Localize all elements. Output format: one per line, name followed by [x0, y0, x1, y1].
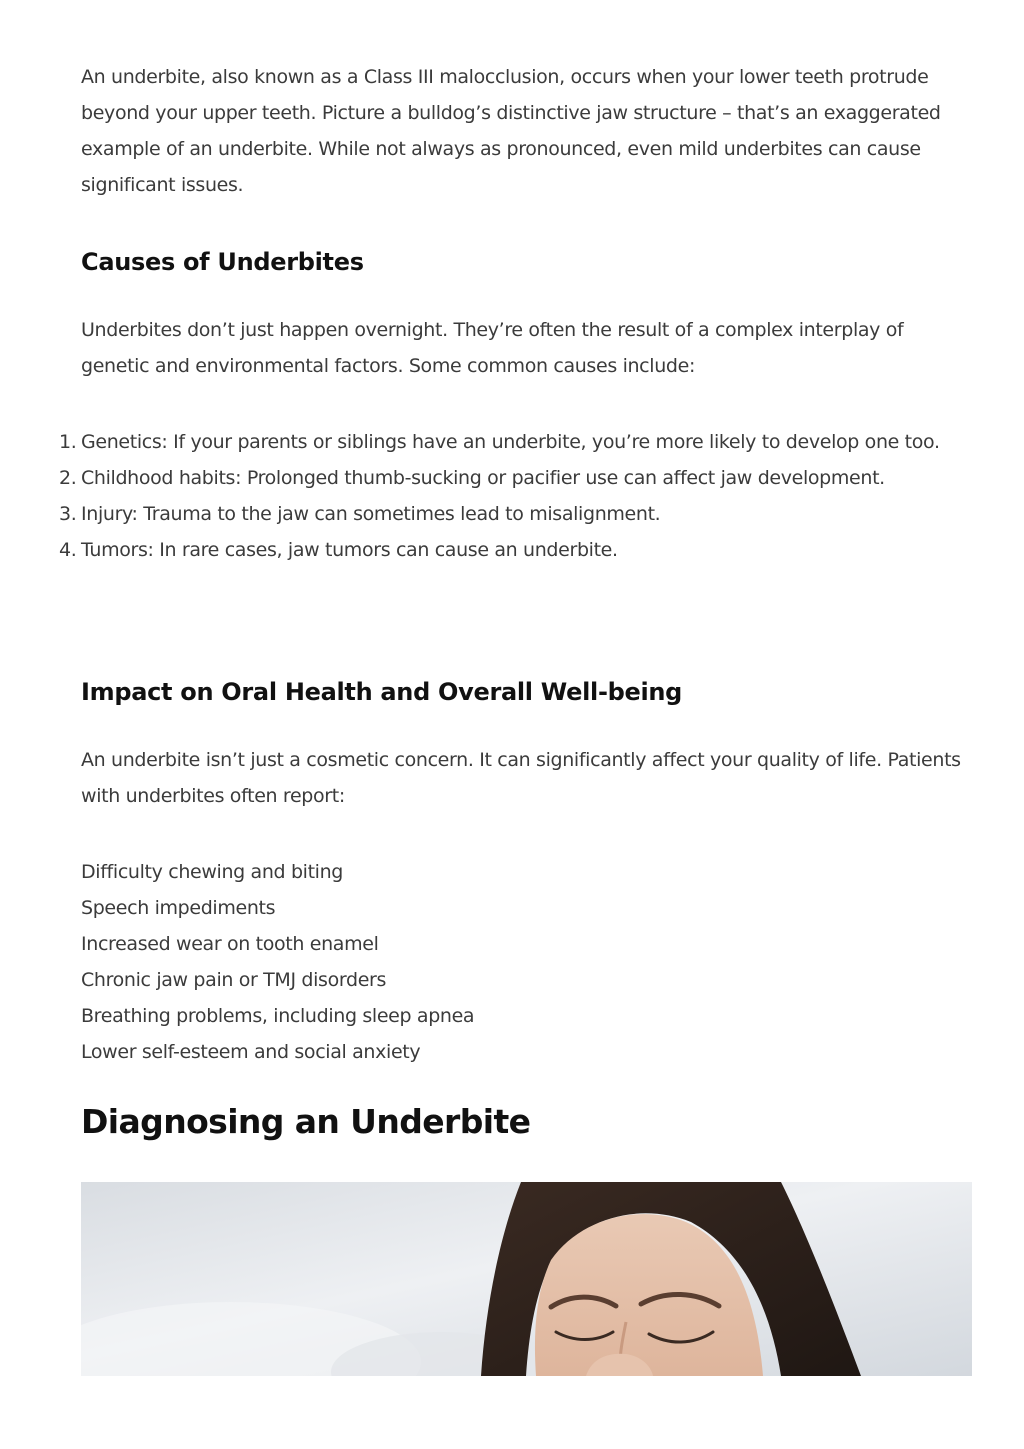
- list-item: [59, 460, 961, 496]
- list-item: [59, 532, 961, 568]
- causes-list: [59, 424, 961, 568]
- list-item: Chronic jaw pain or TMJ disorders: [81, 969, 387, 991]
- list-item: Breathing problems, including sleep apnea: [81, 1005, 475, 1027]
- impact-list: [81, 854, 961, 1070]
- list-item-text: Genetics: If your parents or siblings have an underbite, you’re more likely to develop one too.: [81, 431, 940, 453]
- intro-paragraph: An underbite, also known as a Class III malocclusion, occurs when your lower teeth protrude beyond your upper teeth. Picture a bulldog’s distinctive jaw structure – that’s an exaggerated example of an underbite. While not always as pronounced, even mild underbites can cause significant issues.: [81, 66, 941, 196]
- woman-headache-photo: [81, 1182, 972, 1376]
- list-number: 2.: [59, 467, 77, 489]
- list-item: Increased wear on tooth enamel: [81, 933, 379, 955]
- photo-illustration: [81, 1182, 972, 1376]
- list-item-text: Injury: Trauma to the jaw can sometimes lead to misalignment.: [81, 503, 661, 525]
- list-item: Speech impediments: [81, 897, 276, 919]
- list-item-text: Tumors: In rare cases, jaw tumors can cause an underbite.: [81, 539, 618, 561]
- impact-intro-paragraph: An underbite isn’t just a cosmetic concern. It can significantly affect your quality of life. Patients with underbites often report:: [81, 749, 961, 807]
- impact-heading: Impact on Oral Health and Overall Well-being: [81, 678, 683, 706]
- causes-heading: Causes of Underbites: [81, 248, 364, 276]
- list-number: 1.: [59, 431, 77, 453]
- list-item: [59, 424, 961, 460]
- list-item: [59, 496, 961, 532]
- list-item: Difficulty chewing and biting: [81, 861, 344, 883]
- list-number: 4.: [59, 539, 77, 561]
- list-item: Lower self-esteem and social anxiety: [81, 1041, 421, 1063]
- diagnosing-heading: Diagnosing an Underbite: [81, 1102, 531, 1141]
- causes-intro-paragraph: Underbites don’t just happen overnight. They’re often the result of a complex interplay of genetic and environmental factors. Some common causes include:: [81, 319, 904, 377]
- list-item-text: Childhood habits: Prolonged thumb-sucking or pacifier use can affect jaw development.: [81, 467, 885, 489]
- list-number: 3.: [59, 503, 77, 525]
